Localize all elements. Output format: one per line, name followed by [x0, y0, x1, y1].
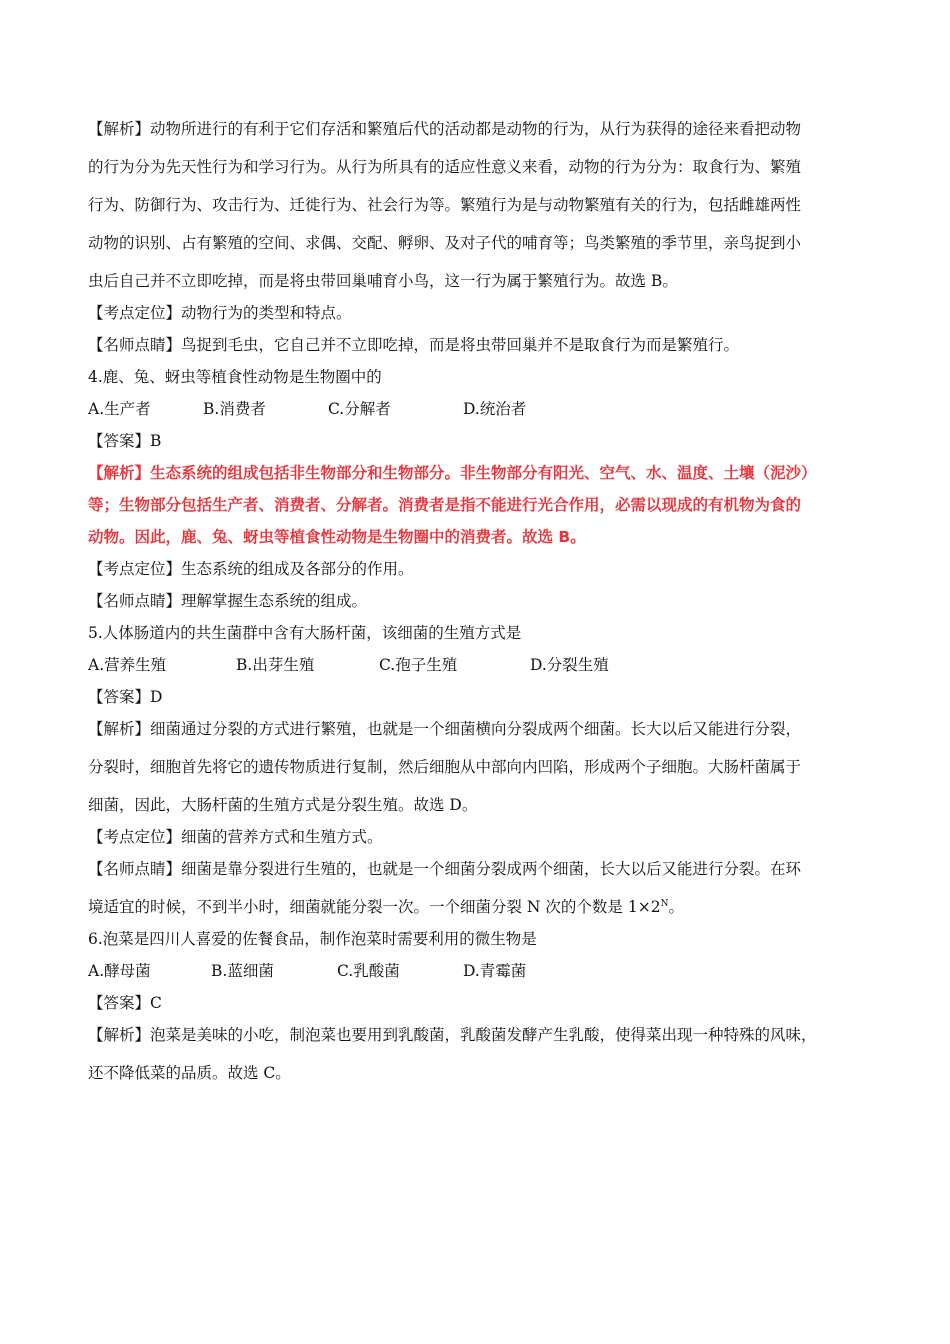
q4-teacher-tip: 【名师点睛】理解掌握生态系统的组成。 — [88, 592, 368, 610]
q6-option-a: A.酵母菌 — [88, 962, 151, 980]
q3-analysis-line-1: 【解析】动物所进行的有利于它们存活和繁殖后代的活动都是动物的行为，从行为获得的途径来看把动物 — [88, 120, 802, 138]
q4-question: 4.鹿、兔、蚜虫等植食性动物是生物圈中的 — [88, 368, 382, 386]
q6-question: 6.泡菜是四川人喜爱的佐餐食品，制作泡菜时需要利用的微生物是 — [88, 930, 537, 948]
q6-analysis-line-2: 还不降低菜的品质。故选 C。 — [88, 1064, 291, 1082]
q5-key-point: 【考点定位】细菌的营养方式和生殖方式。 — [88, 828, 383, 846]
q4-key-point: 【考点定位】生态系统的组成及各部分的作用。 — [88, 560, 414, 578]
q5-options — [88, 654, 878, 676]
q5-teacher-tip-line-2 — [88, 896, 878, 918]
q5-tip-exponent: N — [660, 898, 669, 909]
q6-option-b: B.蓝细菌 — [211, 962, 274, 980]
q3-key-point: 【考点定位】动物行为的类型和特点。 — [88, 304, 352, 322]
q5-option-d: D.分裂生殖 — [530, 656, 609, 674]
q5-option-a: A.营养生殖 — [88, 656, 167, 674]
q3-teacher-tip: 【名师点睛】鸟捉到毛虫，它自己并不立即吃掉，而是将虫带回巢并不是取食行为而是繁殖行。 — [88, 336, 740, 354]
q4-option-a: A.生产者 — [88, 400, 151, 418]
q5-question: 5.人体肠道内的共生菌群中含有大肠杆菌，该细菌的生殖方式是 — [88, 624, 522, 642]
document-page — [88, 118, 878, 1084]
q4-answer: 【答案】B — [88, 432, 162, 450]
q6-analysis-line-1: 【解析】泡菜是美味的小吃，制泡菜也要用到乳酸菌，乳酸菌发酵产生乳酸，使得菜出现一种特殊的风味， — [88, 1026, 817, 1044]
q5-teacher-tip-line-1: 【名师点睛】细菌是靠分裂进行生殖的，也就是一个细菌分裂成两个细菌，长大以后又能进行分裂。在环 — [88, 860, 802, 878]
q5-analysis-line-2: 分裂时，细胞首先将它的遗传物质进行复制，然后细胞从中部向内凹陷，形成两个子细胞。大肠杆菌属于 — [88, 758, 802, 776]
q4-analysis-line-1: 【解析】生态系统的组成包括非生物部分和生物部分。非生物部分有阳光、空气、水、温度、土壤（泥沙） — [88, 464, 817, 482]
q6-answer: 【答案】C — [88, 994, 162, 1012]
q4-analysis-line-2: 等；生物部分包括生产者、消费者、分解者。消费者是指不能进行光合作用，必需以现成的有机物为食的 — [88, 496, 802, 514]
q5-answer: 【答案】D — [88, 688, 163, 706]
q5-option-c: C.孢子生殖 — [379, 656, 458, 674]
q6-options — [88, 960, 878, 982]
q4-options — [88, 398, 878, 420]
q3-analysis-line-4: 动物的识别、占有繁殖的空间、求偶、交配、孵卵、及对子代的哺育等；鸟类繁殖的季节里，亲鸟捉到小 — [88, 234, 802, 252]
q6-option-c: C.乳酸菌 — [337, 962, 400, 980]
q5-tip-text: 境适宜的时候，不到半小时，细菌就能分裂一次。一个细菌分裂 N 次的个数是 1×2 — [88, 898, 661, 916]
q5-analysis-line-1: 【解析】细菌通过分裂的方式进行繁殖，也就是一个细菌横向分裂成两个细菌。长大以后又能进行分裂， — [88, 720, 802, 738]
q3-analysis-line-2: 的行为分为先天性行为和学习行为。从行为所具有的适应性意义来看，动物的行为分为：取食行为、繁殖 — [88, 158, 802, 176]
q5-analysis-line-3: 细菌，因此，大肠杆菌的生殖方式是分裂生殖。故选 D。 — [88, 796, 478, 814]
q4-option-c: C.分解者 — [328, 400, 391, 418]
q5-option-b: B.出芽生殖 — [236, 656, 315, 674]
q4-option-b: B.消费者 — [203, 400, 266, 418]
q5-tip-end: 。 — [668, 898, 684, 916]
q6-option-d: D.青霉菌 — [463, 962, 527, 980]
q4-analysis-line-3: 动物。因此，鹿、兔、蚜虫等植食性动物是生物圈中的消费者。故选 B。 — [88, 528, 586, 546]
q3-analysis-line-5: 虫后自己并不立即吃掉，而是将虫带回巢哺育小鸟，这一行为属于繁殖行为。故选 B。 — [88, 272, 678, 290]
q3-analysis-line-3: 行为、防御行为、攻击行为、迁徙行为、社会行为等。繁殖行为是与动物繁殖有关的行为，包括雌雄两性 — [88, 196, 802, 214]
q4-option-d: D.统治者 — [463, 400, 527, 418]
